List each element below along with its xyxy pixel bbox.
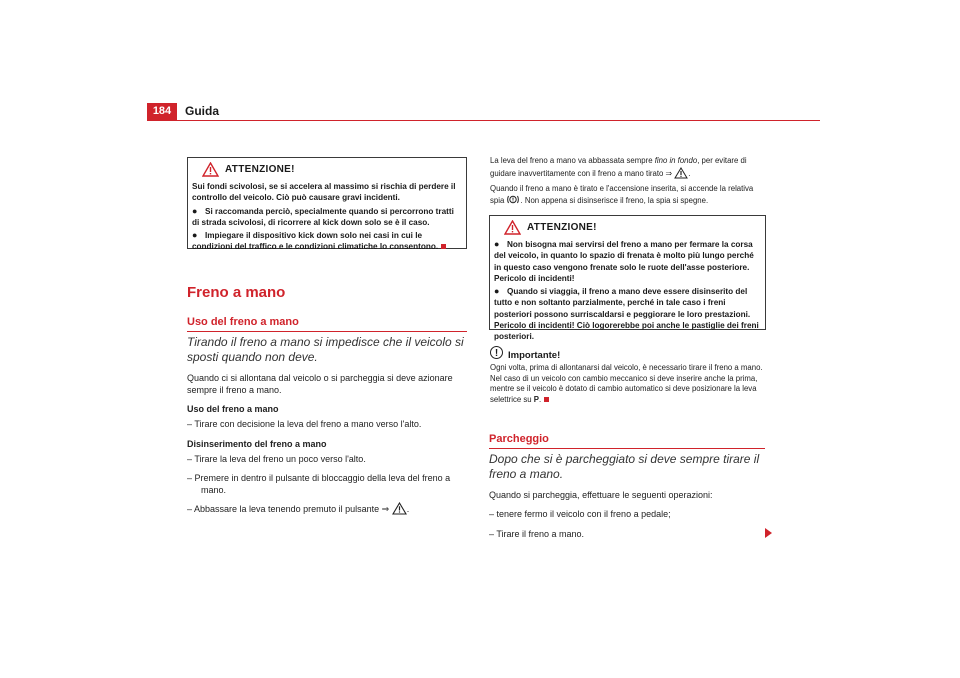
bullet-icon: ● [494,239,500,249]
parking-title: Parcheggio [489,433,765,449]
release-step: – Tirare la leva del freno un poco verso l'alto. [187,454,366,465]
warning-header [202,162,460,177]
release-heading: Disinserimento del freno a mano [187,439,327,450]
right-intro [490,156,766,212]
left-body [187,372,471,522]
warning-lamp-paragraph: Quando il freno a mano è tirato e l'accensione inserita, si accende la relativa spia . Non appena si disinserisce il freno, la spia si spegne. [490,184,754,206]
page-number: 184 [147,103,177,120]
end-mark-icon [441,244,446,249]
end-mark-icon [544,397,549,402]
parking-step: – Tirare il freno a mano. [489,528,585,539]
release-step: – Premere in dentro il pulsante di bloccaggio della leva del freno a mano. [187,472,451,496]
parking-step: – tenere fermo il veicolo con il freno a pedale; [489,509,671,520]
bullet-icon: ● [192,230,198,241]
chapter-title: Freno a mano [187,284,286,301]
warning-box-kickdown [187,157,467,252]
warning-triangle-icon [202,162,219,177]
bullet-icon: ● [192,205,198,216]
warning-triangle-icon [392,502,407,515]
subchapter-title: Uso del freno a mano [187,316,467,332]
warning-triangle-icon [504,220,521,235]
next-page-arrow-icon[interactable] [765,528,772,538]
important-icon: ! [490,346,503,359]
bullet-icon: ● [494,286,500,297]
warning-triangle-icon [674,167,688,179]
warning-title: ATTENZIONE! [225,164,295,175]
warning-header [504,220,759,235]
handbrake-paragraph: La leva del freno a mano va abbassata sempre fino in fondo, per evitare di guidare inavvertitamente con il freno a mano tirato ⇒ . [490,156,747,178]
header-rule [147,120,820,121]
important-text: Ogni volta, prima di allontanarsi dal veicolo, è necessario tirare il freno a mano. Nel caso di un veicolo con cambio meccanico si deve inserire anche la prima, mentre se il veicolo è dotato di cambio automatico si deve posizionare la leva selettrice su P. [490,363,763,405]
parking-intro: Quando si parcheggia, effettuare le seguenti operazioni: [489,490,713,500]
important-title: Importante! [508,350,561,361]
release-step: – Abbassare la leva tenendo premuto il pulsante ⇒ . [187,504,410,515]
warning-bullet: ● Non bisogna mai servirsi del freno a mano per fermare la corsa del veicolo, in quanto lo spazio di frenata è molto più lungo perché in questo caso vengono frenate solo le ruote dell'asse posteriore. Pericolo di incidenti! [494,239,754,283]
parking-body [489,489,765,546]
section-title: Guida [185,104,220,118]
warning-bullet: ● Quando si viaggia, il freno a mano deve essere disinserito del tutto e non soltanto parzialmente, perché in tale caso i freni posteriori possono surriscaldarsi e peggiorare le loro prestazioni. Pericolo di incidenti! Ciò logorerebbe poi anche le pastiglie dei freni posteriori. [494,286,759,342]
use-heading: Uso del freno a mano [187,403,279,414]
warning-bullet: ● Impiegare il dispositivo kick down solo nei casi in cui le condizioni del traffico e le condizioni climatiche lo consentono. [192,230,460,253]
parking-lead: Dopo che si è parcheggiato si deve sempre tirare il freno a mano. [489,452,760,481]
warning-text: Sui fondi scivolosi, se si accelera al massimo si rischia di perdere il controllo del veicolo. Ciò può causare gravi incidenti. [192,182,456,203]
warning-bullet: ● Si raccomanda perciò, specialmente quando si percorrono tratti di strada scivolosi, di ricorrere al kick down solo se è il caso. [192,205,454,227]
brake-warning-lamp-icon [506,195,520,204]
intro-paragraph: Quando ci si allontana dal veicolo o si parcheggia si deve azionare sempre il freno a mano. [187,373,453,396]
important-header [490,344,766,361]
warning-box-handbrake [489,215,766,342]
use-step: – Tirare con decisione la leva del freno a mano verso l'alto. [187,418,422,429]
lead-text: Tirando il freno a mano si impedisce che il veicolo si sposti quando non deve. [187,335,464,364]
warning-title: ATTENZIONE! [527,222,597,233]
important-note [490,344,766,406]
